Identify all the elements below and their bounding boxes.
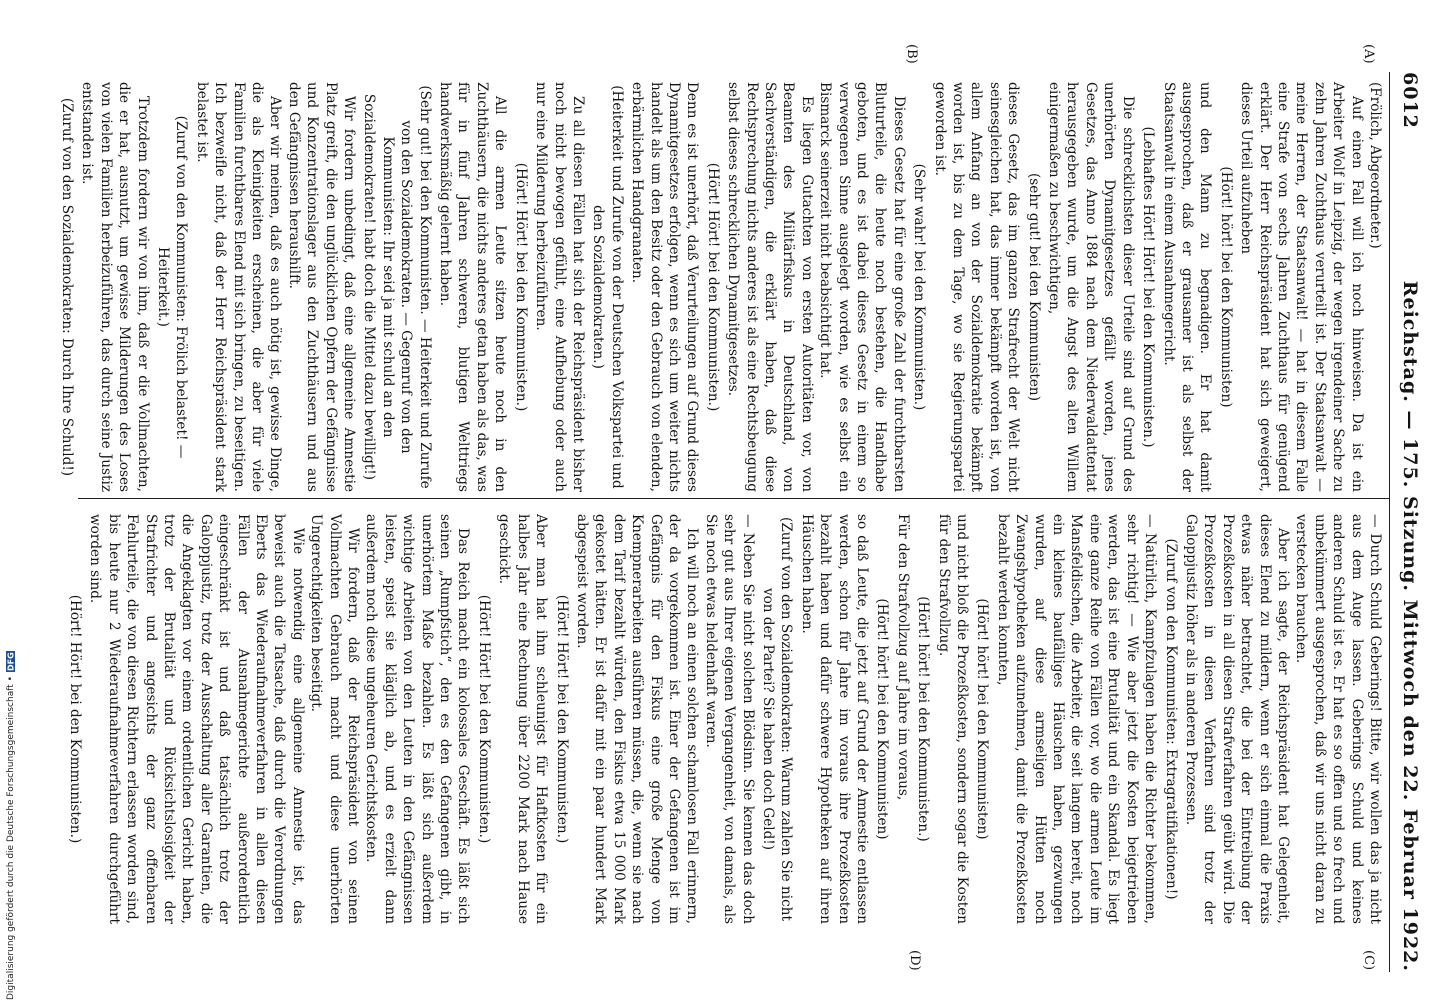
paragraph: — Durch Schuld Geberings! Bitte, wir wollen das ja nicht aus dem Auge lassen. Geberings Schuld und keines anderen Schuld ist es. Er hat es so offen und so frech und unbekümmert ausgesprochen, daß wir uns nicht daran zu verstecken brauchen. [1293,514,1383,924]
paragraph: Dieses Gesetz hat für eine große Zahl der furchtbarsten Bluturteile, die heute noch bestehen, die Handhabe geboten, und es ist dabei dieses Gesetz in einem so verwegenen Sinne ausgelegt worden, wie es selbst ein Bismarck seinerzeit nicht beabsichtigt hat. [817,82,907,492]
paragraph: — Natürlich, Kampfzulagen haben die Richter bekommen, sehr richtig! — Wie aber jetzt die Kosten beigetrieben werden, das ist eine Brutalität und ein Skandal. Es liegt eine ganze Reihe von Fällen vor, wo die armen Leute im Mansfeldischen, die Arbeiter, die seit langem bereit, noch ein kleines baufälliges Häuschen haben, gezwungen wurden, auf diese armseligen Hütten noch Zwangshypotheken aufzunehmen, damit die Prozeßkosten bezahlt werden konnten, [994,514,1159,924]
paragraph: Wir fordern, daß der Reichspräsident von seinen Vollmachten Gebrauch macht und diese unerhörten Ungerechtigkeiten beseitigt. [308,514,362,924]
paragraph: Aber man hat ihm schleunigst für Haftkosten für ein halbes Jahr eine Rechnung über 2200 Mark nach Hause geschickt. [496,514,550,924]
interjection: (Hört! hört! bei den Kommunisten) [974,598,991,840]
paragraph: Wie notwendig eine allgemeine Amnestie ist, das beweist auch die Tatsache, daß durch die Verordnungen Eberts das Wiederaufnahmeverfahren in allen diesen Fällen der Ausnahmegerichte außerordentlich eingeschränkt ist und daß tatsächlich trotz der Galoppjustiz, trotz der Ausschaltung aller Garantien, die die Angeklagten vor einem ordentlichen Gericht haben, trotz der Brutalität und Rücksichtslosigkeit der Strafrichter und angesichts der ganz offenbaren Fehlurteile, die von diesen Richtern erlassen worden sind, bis heute nur 2 Wiederaufnahmeverfahren durchgeführt worden sind. [87,514,306,924]
interjection: (Zuruf von den Sozialdemokraten: Durch Ihre Schuld!) [58,97,75,477]
interjection: (Hört! Hört! bei den Kommunisten.) [475,594,492,844]
paragraph: Für den Strafvollzug auf Jahre im voraus, [894,514,911,801]
interjection: (Zuruf von den Kommunisten: Extragratifikationen!) [1162,538,1179,900]
page-header [1394,72,1426,972]
header-rule [1389,72,1390,972]
interjection: (sehr gut! bei den Kommunisten) [1025,173,1042,401]
digitization-credit [4,620,18,1000]
interjection: (Hört! hört! bei den Kommunisten) [1217,166,1234,408]
margin-marker-a: (A) [1361,44,1376,64]
interjection: (Hört! hört! bei den Kommunisten) [874,598,891,840]
interjection: (Zuruf von den Kommunisten: Frölich belastet! — Heiterkeit.) [155,115,190,459]
page-number: 6012 [1399,72,1421,129]
paragraph: (Frölich, Abgeordneter.) [1367,82,1383,249]
paragraph: Denn es ist unerhört, daß Verurteilungen auf Grund dieses Dynamitgesetzes erfolgen, wenn es sich um weiter nichts handelt als um den Besitz oder den Gebrauch von elenden, erbärmlichen Handgranaten. [629,82,701,492]
scanned-page [58,0,1434,1000]
interjection: (Sehr gut! bei den Kommunisten. — Heiterkeit und Zurufe von den Sozialdemokraten. — Gegenruf von den Kommunisten: Ihr seid ja mit schuld an den Sozialdemokraten! habt doch die Mittel dazu bewilligt!) [361,85,433,489]
paragraph: und nicht bloß die Prozeßkosten, sondern sogar die Kosten für den Strafvollzug. [935,514,971,924]
paragraph: — Neben Sie nicht solchen Blödsinn. Sie kennen das doch sehr gut aus Ihrer eigenen Vergangenheit, von damals, als Sie noch etwas heldenhaft waren. [702,514,756,924]
paragraph: Die schrecklichsten dieser Urteile sind auf Grund des unerhörten Dynamitgesetzes gefällt worden, jenes Gesetzes, das Anno 1884 nach dem Niederwaldattentat herausgegeben wurde, um die Angst des alten Willem einigermaßen zu beschwichtigen, [1046,82,1136,492]
paragraph: Zu all diesen Fällen hat sich der Reichspräsident bisher noch nicht bewogen gefühlt, eine Aufhebung oder auch nur eine Milderung herbeizuführen. [533,82,586,492]
paragraph: dieses Gesetz, das im ganzen Strafrecht der Welt nicht seinesgleichen hat, das immer bekämpft worden ist, von allem Anfang an von der Sozialdemokratie bekämpft worden ist, bis zu dem Tage, wo sie Regierungspartei geworden ist. [931,82,1022,492]
interjection: (Hört! Hört! bei den Kommunisten.) [704,162,721,412]
page-title: Reichstag. — 175. Sitzung. Mittwoch den 22. Februar 1922. [1399,280,1421,972]
paragraph: Das Reich macht ein kolossales Geschäft. Es läßt sich seinen „Rumpfstich“, den es den Gefangenen gibt, in unerhörtem Maße bezahlen. Es läßt sich außerdem wichtige Arbeiten von den Leuten in den Gefängnissen leisten, speist sie kläglich ab, und es erzielt dann außerdem noch diese ungeheuren Gerichtskosten. [363,514,472,924]
credit-text: Digitalisierung gefördert durch die Deutsche Forschungsgemeinschaft • [6,676,16,1000]
interjection: (Lebhaftes Hört! Hört! bei den Kommunisten.) [1140,126,1157,448]
margin-marker-c: (C) [1361,950,1376,971]
interjection: (Sehr wahr! bei den Kommunisten.) [911,163,928,411]
dfg-logo: DFG [6,652,16,672]
interjection: (Hört! Hört! bei den Kommunisten.) [66,594,83,844]
paragraph: so daß Leute, die jetzt auf Grund der Amnestie entlassen werden, schon für Jahre im voraus ihre Prozeßkosten bezahlt haben und dafür schwere Hypotheken auf ihren Häuschen haben. [798,514,871,924]
margin-marker-d: (D) [907,950,922,971]
paragraph: Wir fordern unbedingt, daß eine allgemeine Amnestie Platz greift, die den unglücklichen Opfern der Gefängnisse und Konzentrationslager aus den Zuchthäusern und aus den Gefängnissen heraushilft. [285,82,358,492]
interjection: (Hört! Hört! bei den Kommunisten.) [512,162,529,412]
interjection: (Hört! Hört! bei den Kommunisten.) [553,594,570,844]
interjection: (Zuruf von den Sozialdemokraten: Warum zahlen Sie nicht von der Partei? Sie haben doch Geld!) [760,517,795,921]
paragraph: Trotzdem fordern wir von ihm, daß er die Vollmachten, die er hat, ausnutzt, um gewisse Milderungen des Loses von vielen Familien herbeizuführen, das durch seine Justiz entstanden ist. [79,82,151,492]
margin-marker-b: (B) [904,44,919,64]
paragraph: Aber wir meinen, daß es auch nötig ist, gewisse Dinge, die als Kleinigkeiten erscheinen, die aber für viele Familien furchtbares Elend mit sich bringen, zu beseitigen. Ich bezweifle nicht, daß der Herr Reichspräsident stark belastet ist. [193,82,284,492]
left-column [56,82,1384,492]
paragraph: Aber ich sagte, der Reichspräsident hat Gelegenheit, dieses Elend zu mildern, wenn er sich einmal die Praxis etwas näher betrachtet, die bei der Eintreibung der Prozeßkosten in all diesen Strafverfahren geübt wird. Die Prozeßkosten in diesen Verfahren sind trotz der Galoppjustiz höher als in anderen Prozessen. [1182,514,1291,924]
paragraph: Auf einen Fall will ich noch hinweisen. Da ist ein Arbeiter Wolf in Leipzig, der wegen irgendeiner Sache zu zehn Jahren Zuchthaus verurteilt ist. Der Staatsanwalt — meine Herren, der Staatsanwalt! — hat in diesem Falle eine Strafe von sechs Jahren Zuchthaus für genügend erklärt. Der Herr Reichspräsident hat sich geweigert, dieses Urteil aufzuheben [1238,82,1365,492]
paragraph: Ich will noch an einen solchen schamlosen Fall erinnern, der da vorgekommen ist. Einer der Gefangenen ist im Gefängnis für den Fiskus eine große Menge von Knempnerarbeiten ausführen müssen, die, wenn sie nach dem Tarif bezahlt würden, den Fiskus etwa 15 000 Mark gekostet hätten. Er ist dafür mit ein paar hundert Mark abgespeist worden. [573,514,701,924]
paragraph: Es liegen Gutachten von ersten Autoritäten vor, von Beamten des Militärfiskus in Deutschland, von Sachverständigen, die erklärt haben, daß diese Rechtsprechung nichts anderes ist als eine Rechtsbeugung selbst dieses schrecklichen Dynamitgesetzes. [725,82,815,492]
paragraph: und den Mann zu begnadigen. Er hat damit ausgesprochen, daß er grausamer ist als selbst der Staatsanwalt in einem Ausnahmegericht. [1160,82,1214,492]
paragraph: All die armen Leute sitzen heute noch in den Zuchthäusern, die nichts anderes getan haben als das, was für in fünf Jahren schweren, blutigen Welttriegs handwerksmäßig gelernt haben. [437,82,509,492]
interjection: (Hört! hört! bei den Kommunisten.) [915,596,932,842]
interjection: (Heiterkeit und Zurufe von der Deutschen Volkspartei und den Sozialdemokraten.) [590,85,625,489]
right-column [64,514,1384,924]
column-divider [78,498,1390,499]
